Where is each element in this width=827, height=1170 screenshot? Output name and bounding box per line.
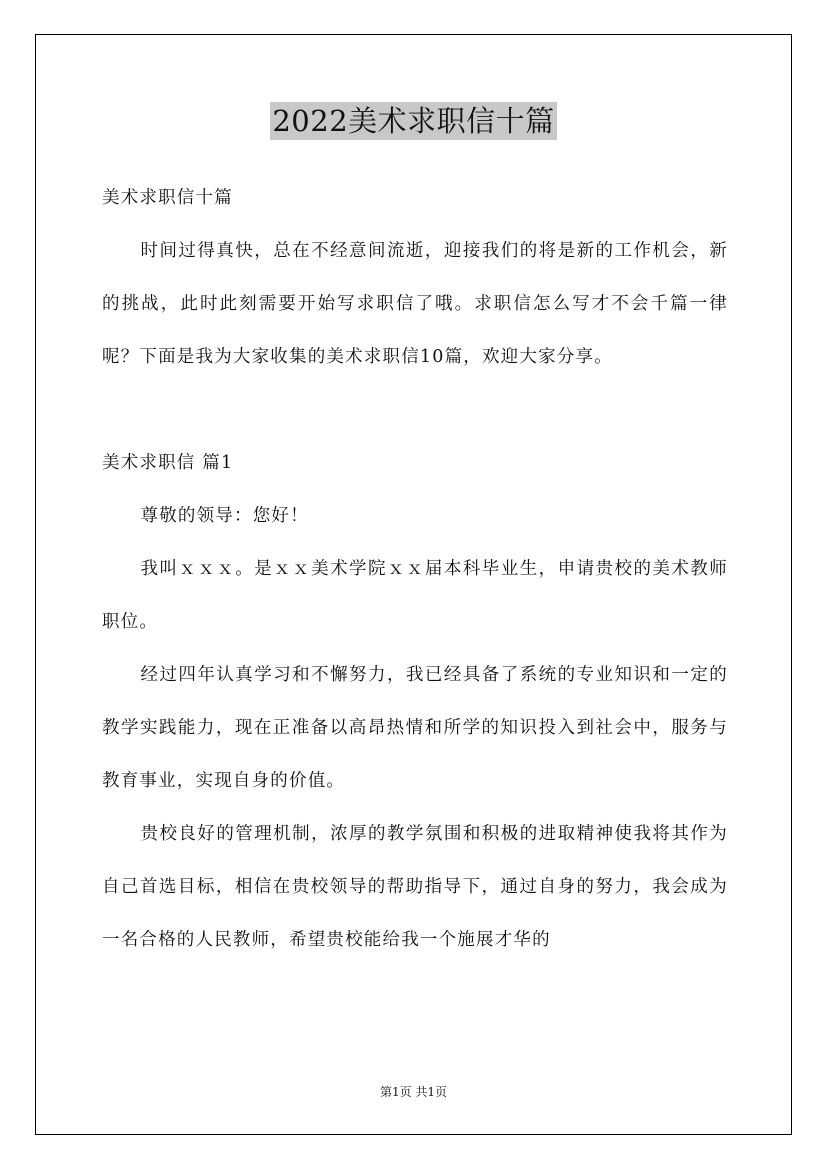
greeting: 尊敬的领导：您好！ xyxy=(140,506,309,526)
body-paragraph: 贵校良好的管理机制，浓厚的教学氛围和积极的进取精神使我将其作为自己首选目标，相信在贵校领导的帮助指导下，通过自身的努力，我会成为一名合格的人民教师，希望贵校能给我一个施展才华的 xyxy=(102,824,728,950)
document-title-wrapper xyxy=(0,101,827,141)
intro-paragraph: 时间过得真快，总在不经意间流逝，迎接我们的将是新的工作机会，新的挑战，此时此刻需要开始写求职信了哦。求职信怎么写才不会千篇一律呢？下面是我为大家收集的美术求职信10篇，欢迎大家分享。 xyxy=(102,241,728,367)
page-footer xyxy=(0,1083,827,1100)
section-spacer xyxy=(102,384,728,437)
document-body xyxy=(102,172,728,967)
page-number: 第1页 共1页 xyxy=(379,1085,448,1099)
body-paragraph: 经过四年认真学习和不懈努力，我已经具备了系统的专业知识和一定的教学实践能力，现在正准备以高昂热情和所学的知识投入到社会中，服务与教育事业，实现自身的价值。 xyxy=(102,665,728,791)
document-subtitle: 美术求职信十篇 xyxy=(102,188,233,208)
document-title: 2022美术求职信十篇 xyxy=(272,104,555,138)
section-heading: 美术求职信 篇1 xyxy=(102,453,234,473)
body-paragraph: 我叫ｘｘｘ。是ｘｘ美术学院ｘｘ届本科毕业生，申请贵校的美术教师职位。 xyxy=(102,559,728,632)
